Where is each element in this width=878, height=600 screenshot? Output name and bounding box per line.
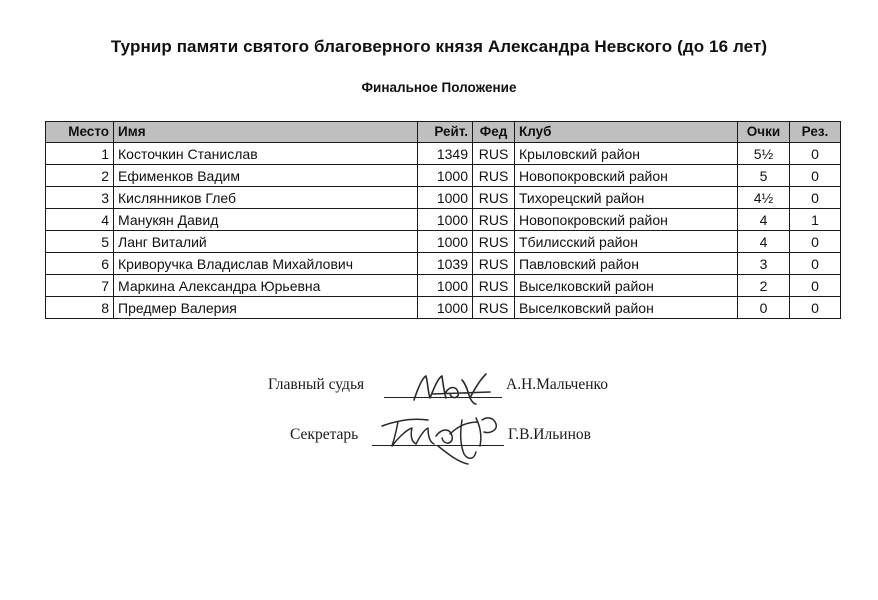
table-row (46, 275, 841, 297)
cell-name: Манукян Давид (114, 209, 418, 231)
cell-res: 0 (790, 297, 841, 319)
table-header-row (46, 122, 841, 143)
standings-table (45, 121, 841, 319)
cell-rating: 1000 (418, 275, 473, 297)
cell-res: 0 (790, 143, 841, 165)
cell-rating: 1000 (418, 231, 473, 253)
cell-name: Косточкин Станислав (114, 143, 418, 165)
cell-place: 5 (46, 231, 114, 253)
cell-points: 2 (738, 275, 790, 297)
cell-fed: RUS (473, 165, 515, 187)
cell-points: 5½ (738, 143, 790, 165)
cell-res: 0 (790, 253, 841, 275)
cell-res: 0 (790, 231, 841, 253)
document-title: Турнир памяти святого благоверного князя Александра Невского (до 16 лет) (110, 37, 768, 56)
cell-res: 0 (790, 275, 841, 297)
cell-club: Новопокровский район (515, 209, 738, 231)
cell-place: 8 (46, 297, 114, 319)
cell-club: Тбилисский район (515, 231, 738, 253)
cell-name: Кислянников Глеб (114, 187, 418, 209)
cell-res: 0 (790, 187, 841, 209)
cell-place: 2 (46, 165, 114, 187)
cell-fed: RUS (473, 275, 515, 297)
table-row (46, 187, 841, 209)
cell-place: 3 (46, 187, 114, 209)
cell-name: Криворучка Владислав Михайлович (114, 253, 418, 275)
cell-place: 1 (46, 143, 114, 165)
cell-fed: RUS (473, 231, 515, 253)
cell-points: 5 (738, 165, 790, 187)
cell-points: 4 (738, 209, 790, 231)
cell-rating: 1039 (418, 253, 473, 275)
header-rating: Рейт. (418, 122, 473, 143)
header-points: Очки (738, 122, 790, 143)
header-place: Место (46, 122, 114, 143)
cell-club: Павловский район (515, 253, 738, 275)
cell-name: Ланг Виталий (114, 231, 418, 253)
secretary-name: Г.В.Ильинов (508, 426, 591, 443)
table-row (46, 253, 841, 275)
cell-place: 7 (46, 275, 114, 297)
cell-points: 4 (738, 231, 790, 253)
header-club: Клуб (515, 122, 738, 143)
table-row (46, 143, 841, 165)
cell-club: Выселковский район (515, 275, 738, 297)
cell-name: Маркина Александра Юрьевна (114, 275, 418, 297)
cell-points: 0 (738, 297, 790, 319)
cell-club: Новопокровский район (515, 165, 738, 187)
cell-fed: RUS (473, 209, 515, 231)
cell-res: 1 (790, 209, 841, 231)
cell-rating: 1000 (418, 187, 473, 209)
chief-judge-name: А.Н.Мальченко (506, 376, 609, 393)
cell-res: 0 (790, 165, 841, 187)
document-subtitle: Финальное Положение (361, 80, 517, 95)
cell-club: Тихорецский район (515, 187, 738, 209)
cell-club: Выселковский район (515, 297, 738, 319)
table-row (46, 209, 841, 231)
header-res: Рез. (790, 122, 841, 143)
cell-place: 4 (46, 209, 114, 231)
cell-rating: 1000 (418, 297, 473, 319)
table-row (46, 231, 841, 253)
cell-fed: RUS (473, 143, 515, 165)
table-row (46, 297, 841, 319)
cell-rating: 1349 (418, 143, 473, 165)
cell-name: Предмер Валерия (114, 297, 418, 319)
cell-fed: RUS (473, 253, 515, 275)
cell-rating: 1000 (418, 165, 473, 187)
chief-judge-signature-icon (410, 370, 505, 406)
table-row (46, 165, 841, 187)
cell-points: 4½ (738, 187, 790, 209)
cell-name: Ефименков Вадим (114, 165, 418, 187)
secretary-label: Секретарь (290, 426, 359, 443)
cell-fed: RUS (473, 187, 515, 209)
cell-fed: RUS (473, 297, 515, 319)
chief-judge-label: Главный судья (268, 376, 365, 393)
cell-place: 6 (46, 253, 114, 275)
header-fed: Фед (473, 122, 515, 143)
header-name: Имя (114, 122, 418, 143)
cell-points: 3 (738, 253, 790, 275)
secretary-signature-icon (378, 408, 508, 468)
cell-club: Крыловский район (515, 143, 738, 165)
cell-rating: 1000 (418, 209, 473, 231)
